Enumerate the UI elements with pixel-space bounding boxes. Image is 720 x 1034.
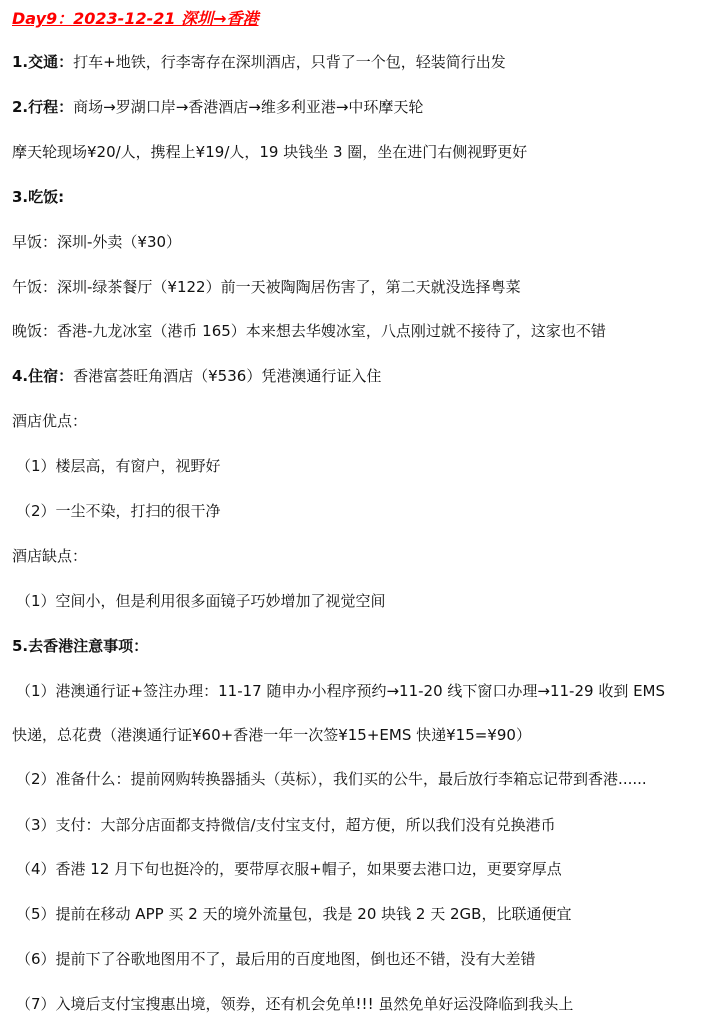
itinerary-section (12, 96, 712, 118)
itinerary-heading: 2.行程： (12, 98, 74, 116)
tips-heading: 5.去香港注意事项： (12, 637, 149, 655)
meal-breakfast: 早饭：深圳-外卖（¥30） (12, 233, 182, 251)
tip-item: （1）港澳通行证+签注办理：11-17 随申办小程序预约→11-20 线下窗口办理→11-29 收到 EMS (16, 682, 666, 700)
lodging-section (12, 365, 712, 387)
tip-item-continuation: 快递，总花费（港澳通行证¥60+香港一年一次签¥15+EMS 快递¥15=¥90） (12, 726, 531, 744)
transport-text: 打车+地铁，行李寄存在深圳酒店，只背了一个包，轻装简行出发 (73, 53, 506, 71)
meal-lunch: 午饭：深圳-绿茶餐厅（¥122）前一天被陶陶居伤害了，第二天就没选择粤菜 (12, 278, 521, 296)
lodging-con-item: （1）空间小，但是利用很多面镜子巧妙增加了视觉空间 (16, 592, 386, 610)
transport-heading: 1.交通： (12, 53, 74, 71)
meal-dinner: 晚饭：香港-九龙冰室（港币 165）本来想去华嫂冰室，八点刚过就不接待了，这家也不错 (12, 322, 606, 340)
lodging-cons-label: 酒店缺点： (12, 547, 88, 565)
tip-item: （3）支付：大部分店面都支持微信/支付宝支付，超方便，所以我们没有兑换港币 (16, 816, 556, 834)
page-title: Day9：2023-12-21 深圳→香港 (12, 9, 259, 28)
tip-item: （2）准备什么：提前网购转换器插头（英标），我们买的公牛，最后放行李箱忘记带到香港...... (16, 770, 647, 788)
itinerary-note: 摩天轮现场¥20/人，携程上¥19/人，19 块钱坐 3 圈，坐在进门右侧视野更好 (12, 143, 528, 161)
lodging-heading: 4.住宿： (12, 367, 74, 385)
transport-section (12, 51, 712, 73)
tip-item: （4）香港 12 月下旬也挺冷的，要带厚衣服+帽子，如果要去港口边，更要穿厚点 (16, 860, 562, 878)
lodging-text: 香港富荟旺角酒店（¥536）凭港澳通行证入住 (73, 367, 382, 385)
meals-heading: 3.吃饭: (12, 188, 65, 206)
lodging-pros-label: 酒店优点： (12, 412, 88, 430)
tip-item: （6）提前下了谷歌地图用不了，最后用的百度地图，倒也还不错，没有大差错 (16, 950, 536, 968)
lodging-pro-item: （2）一尘不染，打扫的很干净 (16, 502, 221, 520)
itinerary-text: 商场→罗湖口岸→香港酒店→维多利亚港→中环摩天轮 (73, 98, 424, 116)
tip-item: （5）提前在移动 APP 买 2 天的境外流量包，我是 20 块钱 2 天 2GB，比联通便宜 (16, 905, 572, 923)
lodging-pro-item: （1）楼层高，有窗户，视野好 (16, 457, 221, 475)
tip-item: （7）入境后支付宝搜惠出境，领券，还有机会免单!!! 虽然免单好运没降临到我头上 (16, 995, 574, 1013)
